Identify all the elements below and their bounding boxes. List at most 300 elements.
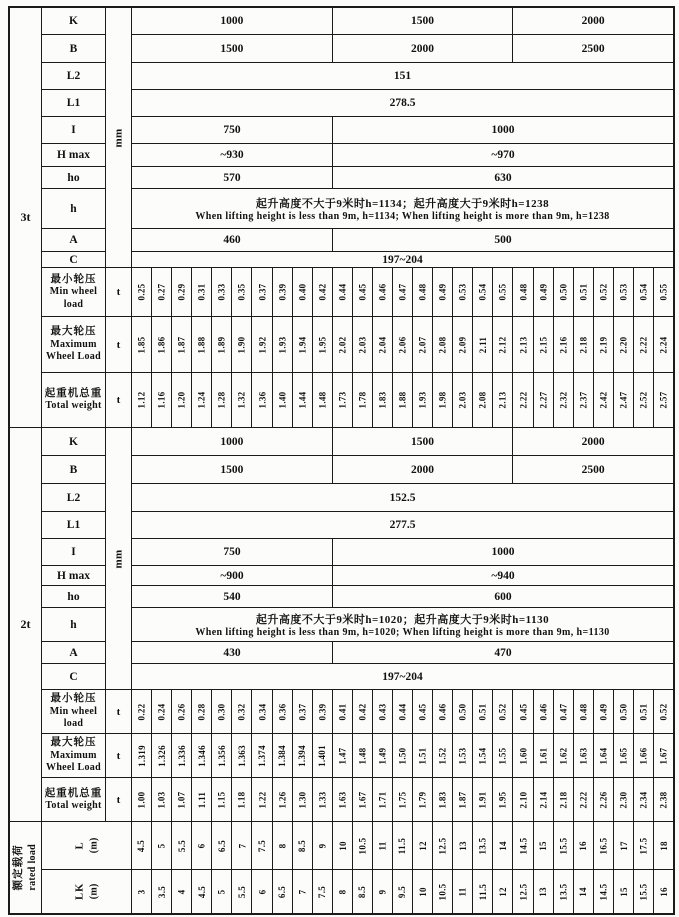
span-row-l <box>42 822 673 870</box>
load-row-label <box>42 690 106 734</box>
dim-row-label: L2 <box>42 63 106 90</box>
value-cell <box>453 373 473 427</box>
value-cell <box>232 734 252 778</box>
span-value-cell <box>333 822 353 870</box>
rotated-value-text: 1.88 <box>196 336 207 353</box>
span-value-cell <box>574 870 594 913</box>
value-cell <box>132 734 152 778</box>
rotated-value-text: 1.87 <box>457 791 468 808</box>
value-cell <box>534 268 554 317</box>
rotated-value-text: 1.15 <box>216 791 227 808</box>
dim-value-cell: 750 <box>132 117 333 144</box>
value-cell <box>594 778 614 821</box>
dim-row-label: A <box>42 642 106 664</box>
dim-row-label: K <box>42 8 106 35</box>
rated-load-label-zh: 额定载荷 <box>13 844 25 891</box>
rotated-value-text: 0.54 <box>638 283 649 301</box>
span-value-cell <box>273 870 293 913</box>
value-cell <box>594 373 614 427</box>
rotated-value-text: 8.5 <box>297 839 308 852</box>
rotated-value-text: 0.49 <box>538 283 549 301</box>
value-cell <box>554 317 574 373</box>
rotated-value-text: 2.18 <box>578 336 589 353</box>
span-value-cell <box>172 822 192 870</box>
dim-row-label: ho <box>42 586 106 608</box>
value-cell <box>473 734 493 778</box>
rotated-value-text: 0.50 <box>457 703 468 720</box>
span-value-cell <box>473 870 493 913</box>
value-cell <box>172 268 192 317</box>
rotated-value-text: 14.5 <box>598 883 609 900</box>
dim-row <box>132 642 673 664</box>
value-cell <box>453 268 473 317</box>
rotated-value-text: 12 <box>497 886 508 897</box>
value-cell <box>313 317 333 373</box>
rotated-value-text: 1.93 <box>277 336 288 353</box>
rotated-value-text: 0.46 <box>437 703 448 720</box>
value-cell <box>232 778 252 821</box>
rotated-value-text: 2.52 <box>638 391 649 409</box>
load-row-label <box>42 778 106 821</box>
rated-load-label-cell <box>10 822 42 913</box>
value-cell <box>614 317 634 373</box>
value-cell <box>252 778 272 821</box>
value-cell <box>192 690 212 734</box>
value-cell <box>192 268 212 317</box>
value-cell <box>273 734 293 778</box>
rotated-value-text: 1.67 <box>658 747 669 764</box>
span-value-cell <box>513 870 533 913</box>
value-cell <box>293 373 313 427</box>
rotated-value-text: 2.26 <box>598 791 609 808</box>
value-cell <box>393 268 413 317</box>
rotated-value-text: 2.37 <box>578 391 589 409</box>
rotated-value-text: 0.52 <box>497 703 508 720</box>
rotated-value-text: 2.08 <box>437 336 448 353</box>
span-value-cell <box>393 822 413 870</box>
value-cell <box>574 690 594 734</box>
rotated-value-text: 1.98 <box>437 391 448 409</box>
value-cell <box>614 690 634 734</box>
rotated-value-text: 0.47 <box>397 283 408 301</box>
load-label-zh: 起重机总重 <box>44 388 103 400</box>
value-cell <box>433 734 453 778</box>
dim-value-cell: 600 <box>333 586 673 608</box>
span-value-cell <box>152 822 172 870</box>
dim-value-cell: 2000 <box>333 456 514 484</box>
value-cell <box>353 690 373 734</box>
dim-value-cell: 2000 <box>513 8 673 35</box>
rotated-value-text: 14 <box>497 840 508 851</box>
span-value-cell <box>493 822 513 870</box>
dim-row <box>132 456 673 484</box>
rotated-value-text: 13.5 <box>558 883 569 900</box>
rotated-value-text: 1.40 <box>277 391 288 409</box>
value-cell <box>373 268 393 317</box>
rotated-value-text: 1.86 <box>156 336 167 353</box>
span-value-cell <box>252 822 272 870</box>
rotated-value-text: 16.5 <box>598 837 609 854</box>
value-cell <box>534 734 554 778</box>
value-cell <box>554 268 574 317</box>
rotated-value-text: 0.53 <box>457 283 468 301</box>
rotated-value-text: 15 <box>618 886 629 897</box>
rotated-value-text: 1.52 <box>437 747 448 764</box>
rotated-value-text: 0.51 <box>638 703 649 720</box>
dim-row-label: L2 <box>42 484 106 512</box>
load-label-zh: 最小轮压 <box>50 693 97 705</box>
rotated-value-text: 1.356 <box>216 744 227 767</box>
value-cell <box>172 734 192 778</box>
rotated-value-text: 1.28 <box>216 391 227 409</box>
span-unit: (m) <box>87 883 99 900</box>
rotated-value-text: 1.24 <box>196 391 207 409</box>
rotated-value-text: 1.85 <box>136 336 147 353</box>
dim-row <box>132 8 673 35</box>
value-cell <box>493 373 513 427</box>
value-cell <box>413 373 433 427</box>
rotated-value-text: 1.88 <box>397 391 408 409</box>
section-2t <box>10 428 673 822</box>
dim-row <box>132 35 673 63</box>
section-label-3t: 3t <box>10 8 42 427</box>
section-body <box>42 428 673 821</box>
span-value-cell <box>353 870 373 913</box>
rotated-value-text: 15.5 <box>558 837 569 854</box>
span-value-cell <box>132 822 152 870</box>
dim-value-cell <box>132 608 673 642</box>
value-cell <box>393 690 413 734</box>
rotated-value-text: 0.48 <box>518 283 529 301</box>
rotated-value-text: 1.55 <box>497 747 508 764</box>
rotated-value-text: 11 <box>457 886 468 897</box>
value-cell <box>232 268 252 317</box>
value-cell <box>534 317 554 373</box>
span-row-label <box>42 870 132 913</box>
rotated-value-text: 17 <box>618 840 629 851</box>
value-cell <box>574 268 594 317</box>
dim-value-cell <box>132 189 673 229</box>
value-cell <box>654 778 673 821</box>
value-cell <box>654 734 673 778</box>
load-label-zh: 最大轮压 <box>50 737 97 749</box>
load-row <box>42 690 673 734</box>
rotated-value-text: 1.67 <box>357 791 368 808</box>
rotated-value-text: 2.20 <box>618 336 629 353</box>
rotated-value-text: 0.49 <box>598 703 609 720</box>
rotated-value-text: 1.89 <box>216 336 227 353</box>
dim-row <box>132 566 673 586</box>
rotated-value-text: 17.5 <box>638 837 649 854</box>
span-value-cell <box>554 822 574 870</box>
value-cell <box>212 317 232 373</box>
value-cell <box>192 317 212 373</box>
dim-value-cell: 1000 <box>333 539 673 566</box>
dim-row-label: H max <box>42 566 106 586</box>
unit-mm-cell <box>106 8 132 268</box>
value-cell <box>273 268 293 317</box>
value-cell <box>413 778 433 821</box>
value-cell <box>513 317 533 373</box>
rotated-value-text: 0.22 <box>136 703 147 720</box>
value-cell <box>252 317 272 373</box>
value-cell <box>293 734 313 778</box>
value-cell <box>634 690 654 734</box>
dim-value-cell: 460 <box>132 229 333 252</box>
rotated-value-text: 1.60 <box>518 747 529 764</box>
load-label-en: Maximum Wheel Load <box>46 749 101 774</box>
dim-row-label: B <box>42 35 106 63</box>
rotated-value-text: 0.37 <box>297 703 308 720</box>
load-row <box>42 317 673 373</box>
value-cell <box>473 778 493 821</box>
rated-load-body <box>42 822 673 913</box>
rotated-value-text: 6.5 <box>277 885 288 898</box>
load-label-en: Min wheel load <box>49 705 98 730</box>
rotated-value-text: 0.40 <box>297 283 308 301</box>
lifting-height-note-en: When lifting height is less than 9m, h=1020; When lifting height is more than 9m, h=1130 <box>195 627 610 638</box>
dim-value-cell: 470 <box>333 642 673 664</box>
dim-row <box>132 189 673 229</box>
rotated-value-text: 1.75 <box>397 791 408 808</box>
rotated-value-text: 1.00 <box>136 791 147 808</box>
rotated-value-text: 1.384 <box>277 744 288 767</box>
span-value-cell <box>453 822 473 870</box>
rotated-value-text: 0.34 <box>257 703 268 720</box>
dim-row-label: h <box>42 189 106 229</box>
span-value-cell <box>493 870 513 913</box>
value-cell <box>252 690 272 734</box>
value-cell <box>513 373 533 427</box>
span-value-cell <box>594 870 614 913</box>
rotated-value-text: 0.28 <box>196 703 207 720</box>
load-row-label <box>42 373 106 427</box>
dim-value-cell: ~900 <box>132 566 333 586</box>
dim-value-cell: 1500 <box>333 8 514 35</box>
dim-value-cell: 1000 <box>132 428 333 456</box>
rotated-value-text: 7.5 <box>317 885 328 898</box>
rotated-value-text: 1.16 <box>156 391 167 409</box>
rotated-value-text: 2.32 <box>558 391 569 409</box>
dim-value-cell: 2000 <box>333 35 514 63</box>
load-row <box>42 734 673 778</box>
rotated-value-text: 12.5 <box>437 837 448 854</box>
rotated-value-text: 6 <box>257 889 267 894</box>
dim-value-cell: 1000 <box>132 8 333 35</box>
value-cell <box>433 317 453 373</box>
dim-value-cell: 2500 <box>513 456 673 484</box>
unit-t-cell: t <box>106 690 132 734</box>
value-cell <box>373 734 393 778</box>
rotated-value-text: 15.5 <box>638 883 649 900</box>
value-cell <box>212 778 232 821</box>
span-value-cell <box>634 822 654 870</box>
rotated-value-text: 0.30 <box>216 703 227 720</box>
lifting-height-note-zh: 起升高度不大于9米时h=1134；起升高度大于9米时h=1238 <box>255 198 550 210</box>
rotated-value-text: 3 <box>136 889 147 894</box>
rotated-value-text: 8 <box>337 889 348 894</box>
rotated-value-text: 0.39 <box>317 703 328 720</box>
value-cell <box>493 268 513 317</box>
rotated-value-text: 1.363 <box>236 744 247 767</box>
span-row-label <box>42 822 132 870</box>
value-cell <box>232 317 252 373</box>
rotated-value-text: 1.83 <box>437 791 448 808</box>
dim-row-label: I <box>42 117 106 144</box>
rotated-value-text: 2.38 <box>658 791 669 808</box>
rotated-value-text: 2.03 <box>357 336 368 353</box>
span-value-cell <box>353 822 373 870</box>
rotated-value-text: 1.07 <box>176 791 187 808</box>
rotated-value-text: 0.39 <box>277 283 288 301</box>
rotated-value-text: 0.45 <box>417 703 428 720</box>
value-cell <box>473 317 493 373</box>
span-value-cell <box>172 870 192 913</box>
value-cell <box>152 317 172 373</box>
rotated-value-text: 2.16 <box>558 336 569 353</box>
value-cell <box>574 778 594 821</box>
value-cell <box>172 690 192 734</box>
span-name: L <box>74 841 86 850</box>
dim-value-cell: 1000 <box>333 117 673 144</box>
dimension-data-column <box>132 428 673 690</box>
spec-table <box>8 6 675 915</box>
rotated-value-text: 0.50 <box>618 703 629 720</box>
value-cell <box>373 778 393 821</box>
rotated-value-text: 0.50 <box>558 283 569 301</box>
span-value-cell <box>313 870 333 913</box>
value-cell <box>433 778 453 821</box>
rotated-value-text: 2.03 <box>457 391 468 409</box>
rotated-value-text: 13 <box>538 886 549 897</box>
value-cell <box>212 373 232 427</box>
value-cell <box>433 373 453 427</box>
rotated-value-text: 0.31 <box>196 283 207 301</box>
rotated-value-text: 1.394 <box>297 744 308 767</box>
rotated-value-text: 1.54 <box>477 747 488 764</box>
dim-value-cell: 277.5 <box>132 512 673 539</box>
dim-value-cell: 630 <box>333 167 673 189</box>
value-cell <box>594 734 614 778</box>
value-cell <box>534 373 554 427</box>
rotated-value-text: 5.5 <box>176 839 187 852</box>
rotated-value-text: 1.48 <box>357 747 368 764</box>
rotated-value-text: 2.19 <box>598 336 609 353</box>
value-cell <box>393 734 413 778</box>
dim-row-label: H max <box>42 144 106 167</box>
value-cell <box>333 268 353 317</box>
rotated-value-text: 2.27 <box>538 391 549 409</box>
dim-value-cell: ~930 <box>132 144 333 167</box>
rotated-value-text: 1.62 <box>558 747 569 764</box>
span-value-cell <box>453 870 473 913</box>
value-cell <box>192 373 212 427</box>
value-cell <box>393 373 413 427</box>
rotated-value-text: 11 <box>377 840 388 851</box>
value-cell <box>333 778 353 821</box>
value-cell <box>172 317 192 373</box>
value-cell <box>433 268 453 317</box>
value-cell <box>333 373 353 427</box>
rotated-value-text: 2.42 <box>598 391 609 409</box>
rotated-value-text: 11.5 <box>397 837 408 854</box>
rotated-value-text: 4.5 <box>136 839 147 852</box>
span-value-cell <box>534 822 554 870</box>
dim-row <box>132 586 673 608</box>
rotated-value-text: 7.5 <box>257 839 267 852</box>
dim-row <box>132 117 673 144</box>
value-cell <box>152 778 172 821</box>
rotated-value-text: 0.26 <box>176 703 187 720</box>
dim-value-cell: 750 <box>132 539 333 566</box>
section-body <box>42 8 673 427</box>
value-cell <box>493 734 513 778</box>
rotated-value-text: 1.20 <box>176 391 187 409</box>
rotated-value-text: 1.90 <box>236 336 247 353</box>
value-cell <box>554 690 574 734</box>
value-cell <box>333 690 353 734</box>
value-cell <box>453 734 473 778</box>
value-cell <box>634 373 654 427</box>
value-cell <box>473 268 493 317</box>
rotated-value-text: 15 <box>538 840 549 851</box>
value-cell <box>473 373 493 427</box>
value-cell <box>614 268 634 317</box>
rotated-value-text: 2.22 <box>638 336 649 353</box>
unit-t-cell: t <box>106 317 132 373</box>
value-cell <box>172 778 192 821</box>
value-cell <box>393 317 413 373</box>
load-label-zh: 起重机总重 <box>44 787 103 799</box>
rotated-value-text: 1.79 <box>417 791 428 808</box>
value-cell <box>413 268 433 317</box>
dim-row <box>132 664 673 690</box>
rotated-value-text: 5 <box>156 843 167 848</box>
unit-mm-text: mm <box>112 128 125 147</box>
load-row-label <box>42 734 106 778</box>
dim-row <box>132 484 673 512</box>
dim-value-cell: 151 <box>132 63 673 90</box>
span-value-cell <box>413 822 433 870</box>
dim-row-label: h <box>42 608 106 642</box>
value-cell <box>152 268 172 317</box>
rotated-value-text: 0.42 <box>357 703 368 720</box>
span-value-cell <box>574 822 594 870</box>
rotated-value-text: 2.12 <box>497 336 508 353</box>
dim-row <box>132 90 673 117</box>
value-cell <box>172 373 192 427</box>
value-cell <box>554 778 574 821</box>
value-cell <box>654 317 673 373</box>
span-value-cell <box>192 870 212 913</box>
rotated-value-text: 9.5 <box>397 885 408 898</box>
value-cell <box>614 373 634 427</box>
value-cell <box>654 690 673 734</box>
value-cell <box>554 373 574 427</box>
rotated-value-text: 1.11 <box>196 791 207 808</box>
value-cell <box>333 734 353 778</box>
rotated-value-text: 1.50 <box>397 747 408 764</box>
rotated-value-text: 0.51 <box>578 283 589 301</box>
rotated-value-text: 2.15 <box>538 336 549 353</box>
dim-value-cell: 197~204 <box>132 664 673 690</box>
value-cell <box>373 373 393 427</box>
span-row-label-text <box>73 838 100 854</box>
rotated-value-text: 2.22 <box>578 791 589 808</box>
dim-row <box>132 539 673 566</box>
value-cell <box>353 268 373 317</box>
dim-row <box>132 608 673 642</box>
